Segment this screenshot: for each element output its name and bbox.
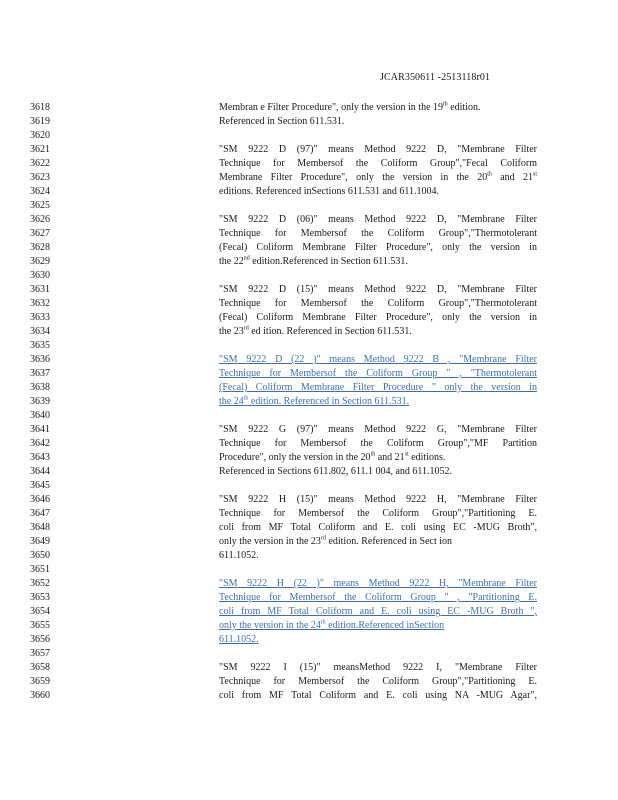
document-line	[0, 227, 618, 241]
line-text: Technique for Membersof the Coliform Group","Fecal Coliform	[219, 158, 537, 169]
line-number: 3652	[30, 578, 50, 589]
document-line	[0, 549, 618, 563]
document-line	[0, 171, 618, 185]
line-text: (Fecal) Coliform Membrane Filter Procedure", only the version in	[219, 242, 537, 253]
document-line	[0, 255, 618, 269]
line-text: the 22nd edition.Referenced in Section 611.531.	[219, 255, 408, 267]
line-number: 3618	[30, 102, 50, 113]
line-text: Technique for Membersof the Coliform Group","MF Partition	[219, 438, 537, 449]
document-line	[0, 675, 618, 689]
document-line	[0, 465, 618, 479]
inserted-line-text[interactable]: the 24th edition. Referenced in Section 611.531.	[219, 395, 410, 407]
document-line	[0, 507, 618, 521]
document-line	[0, 437, 618, 451]
line-number: 3635	[30, 340, 50, 351]
line-text: 611.1052.	[219, 550, 259, 561]
document-line	[0, 129, 618, 143]
line-number: 3658	[30, 662, 50, 673]
line-text: "SM 9222 G (97)" means Method 9222 G, "Membrane Filter	[219, 424, 537, 435]
line-number: 3624	[30, 186, 50, 197]
document-line	[0, 339, 618, 353]
line-text: "SM 9222 D (06)" means Method 9222 D, "Membrane Filter	[219, 214, 537, 225]
document-line	[0, 479, 618, 493]
document-line	[0, 605, 618, 619]
line-number: 3639	[30, 396, 50, 407]
line-number: 3638	[30, 382, 50, 393]
line-number: 3629	[30, 256, 50, 267]
document-line	[0, 521, 618, 535]
document-line	[0, 493, 618, 507]
line-number: 3641	[30, 424, 50, 435]
line-text: Procedure", only the version in the 20th and 21st editions.	[219, 451, 446, 463]
inserted-line-text[interactable]: only the version in the 24th edition.Referenced inSection	[219, 619, 445, 631]
document-line	[0, 619, 618, 633]
line-number: 3646	[30, 494, 50, 505]
document-body	[0, 101, 618, 703]
line-number: 3636	[30, 354, 50, 365]
document-line	[0, 269, 618, 283]
line-number: 3660	[30, 690, 50, 701]
line-number: 3631	[30, 284, 50, 295]
document-line	[0, 647, 618, 661]
document-line	[0, 241, 618, 255]
line-text: only the version in the 23rd edition. Referenced in Sect ion	[219, 535, 453, 547]
inserted-line-text[interactable]: coli from MF Total Coliform and E. coli using EC -MUG Broth ",	[219, 606, 537, 617]
line-number: 3650	[30, 550, 50, 561]
document-line	[0, 199, 618, 213]
document-line	[0, 577, 618, 591]
line-number: 3627	[30, 228, 50, 239]
inserted-line-text[interactable]: Technique for Membersof the Coliform Group " , "Thermotolerant	[219, 368, 537, 379]
line-text: Referenced in Section 611.531.	[219, 116, 345, 127]
line-number: 3645	[30, 480, 50, 491]
line-number: 3625	[30, 200, 50, 211]
line-number: 3632	[30, 298, 50, 309]
inserted-line-text[interactable]: (Fecal) Coliform Membrane Filter Procedure " only the version in	[219, 382, 537, 393]
line-number: 3654	[30, 606, 50, 617]
line-text: Membrane Filter Procedure", only the version in the 20th and 21st	[219, 171, 537, 183]
line-number: 3642	[30, 438, 50, 449]
inserted-line-text[interactable]: "SM 9222 D (22 )" means Method 9222 B , "Membrane Filter	[219, 354, 537, 365]
document-line	[0, 381, 618, 395]
line-number: 3643	[30, 452, 50, 463]
line-text: Technique for Membersof the Coliform Group","Thermotolerant	[219, 298, 537, 309]
line-number: 3634	[30, 326, 50, 337]
line-number: 3626	[30, 214, 50, 225]
line-text: Technique for Membersof the Coliform Group","Partitioning E.	[219, 676, 537, 687]
document-line	[0, 409, 618, 423]
document-line	[0, 661, 618, 675]
document-header-id: JCAR350611 -2513118r01	[380, 72, 491, 83]
line-text: Referenced in Sections 611.802, 611.1 004, and 611.1052.	[219, 466, 453, 477]
document-line	[0, 633, 618, 647]
inserted-line-text[interactable]: "SM 9222 H (22 )" means Method 9222 H, "Membrane Filter	[219, 578, 537, 589]
line-text: the 23rd ed ition. Referenced in Section 611.531.	[219, 325, 412, 337]
document-line	[0, 101, 618, 115]
document-line	[0, 311, 618, 325]
document-line	[0, 143, 618, 157]
line-number: 3637	[30, 368, 50, 379]
line-number: 3628	[30, 242, 50, 253]
line-text: Membran e Filter Procedure", only the version in the 19th edition.	[219, 101, 481, 113]
line-number: 3651	[30, 564, 50, 575]
line-number: 3657	[30, 648, 50, 659]
line-number: 3630	[30, 270, 50, 281]
document-line	[0, 115, 618, 129]
document-line	[0, 423, 618, 437]
line-number: 3649	[30, 536, 50, 547]
line-text: "SM 9222 D (97)" means Method 9222 D, "Membrane Filter	[219, 144, 537, 155]
document-line	[0, 535, 618, 549]
document-line	[0, 451, 618, 465]
line-number: 3659	[30, 676, 50, 687]
document-line	[0, 297, 618, 311]
line-text: editions. Referenced inSections 611.531 and 611.1004.	[219, 186, 440, 197]
line-number: 3623	[30, 172, 50, 183]
document-line	[0, 563, 618, 577]
document-line	[0, 185, 618, 199]
line-number: 3648	[30, 522, 50, 533]
line-text: "SM 9222 D (15)" means Method 9222 D, "Membrane Filter	[219, 284, 537, 295]
line-text: coli from MF Total Coliform and E. coli using NA -MUG Agar",	[219, 690, 537, 701]
line-number: 3647	[30, 508, 50, 519]
line-number: 3622	[30, 158, 50, 169]
line-text: (Fecal) Coliform Membrane Filter Procedure", only the version in	[219, 312, 537, 323]
line-number: 3655	[30, 620, 50, 631]
line-number: 3640	[30, 410, 50, 421]
document-line	[0, 213, 618, 227]
document-line	[0, 157, 618, 171]
line-number: 3633	[30, 312, 50, 323]
document-line	[0, 353, 618, 367]
line-number: 3621	[30, 144, 50, 155]
line-text: Technique for Membersof the Coliform Group","Thermotolerant	[219, 228, 537, 239]
document-line	[0, 689, 618, 703]
line-text: "SM 9222 H (15)" means Method 9222 H, "Membrane Filter	[219, 494, 537, 505]
line-number: 3644	[30, 466, 50, 477]
line-number: 3619	[30, 116, 50, 127]
document-line	[0, 591, 618, 605]
line-text: Technique for Membersof the Coliform Group","Partitioning E.	[219, 508, 537, 519]
inserted-line-text[interactable]: 611.1052.	[219, 634, 259, 645]
line-number: 3620	[30, 130, 50, 141]
line-number: 3653	[30, 592, 50, 603]
document-line	[0, 325, 618, 339]
document-line	[0, 367, 618, 381]
document-line	[0, 395, 618, 409]
line-text: "SM 9222 I (15)" meansMethod 9222 I, "Membrane Filter	[219, 662, 537, 673]
document-line	[0, 283, 618, 297]
line-text: coli from MF Total Coliform and E. coli using EC -MUG Broth",	[219, 522, 537, 533]
line-number: 3656	[30, 634, 50, 645]
inserted-line-text[interactable]: Technique for Membersof the Coliform Group " , "Partitioning E.	[219, 592, 537, 603]
